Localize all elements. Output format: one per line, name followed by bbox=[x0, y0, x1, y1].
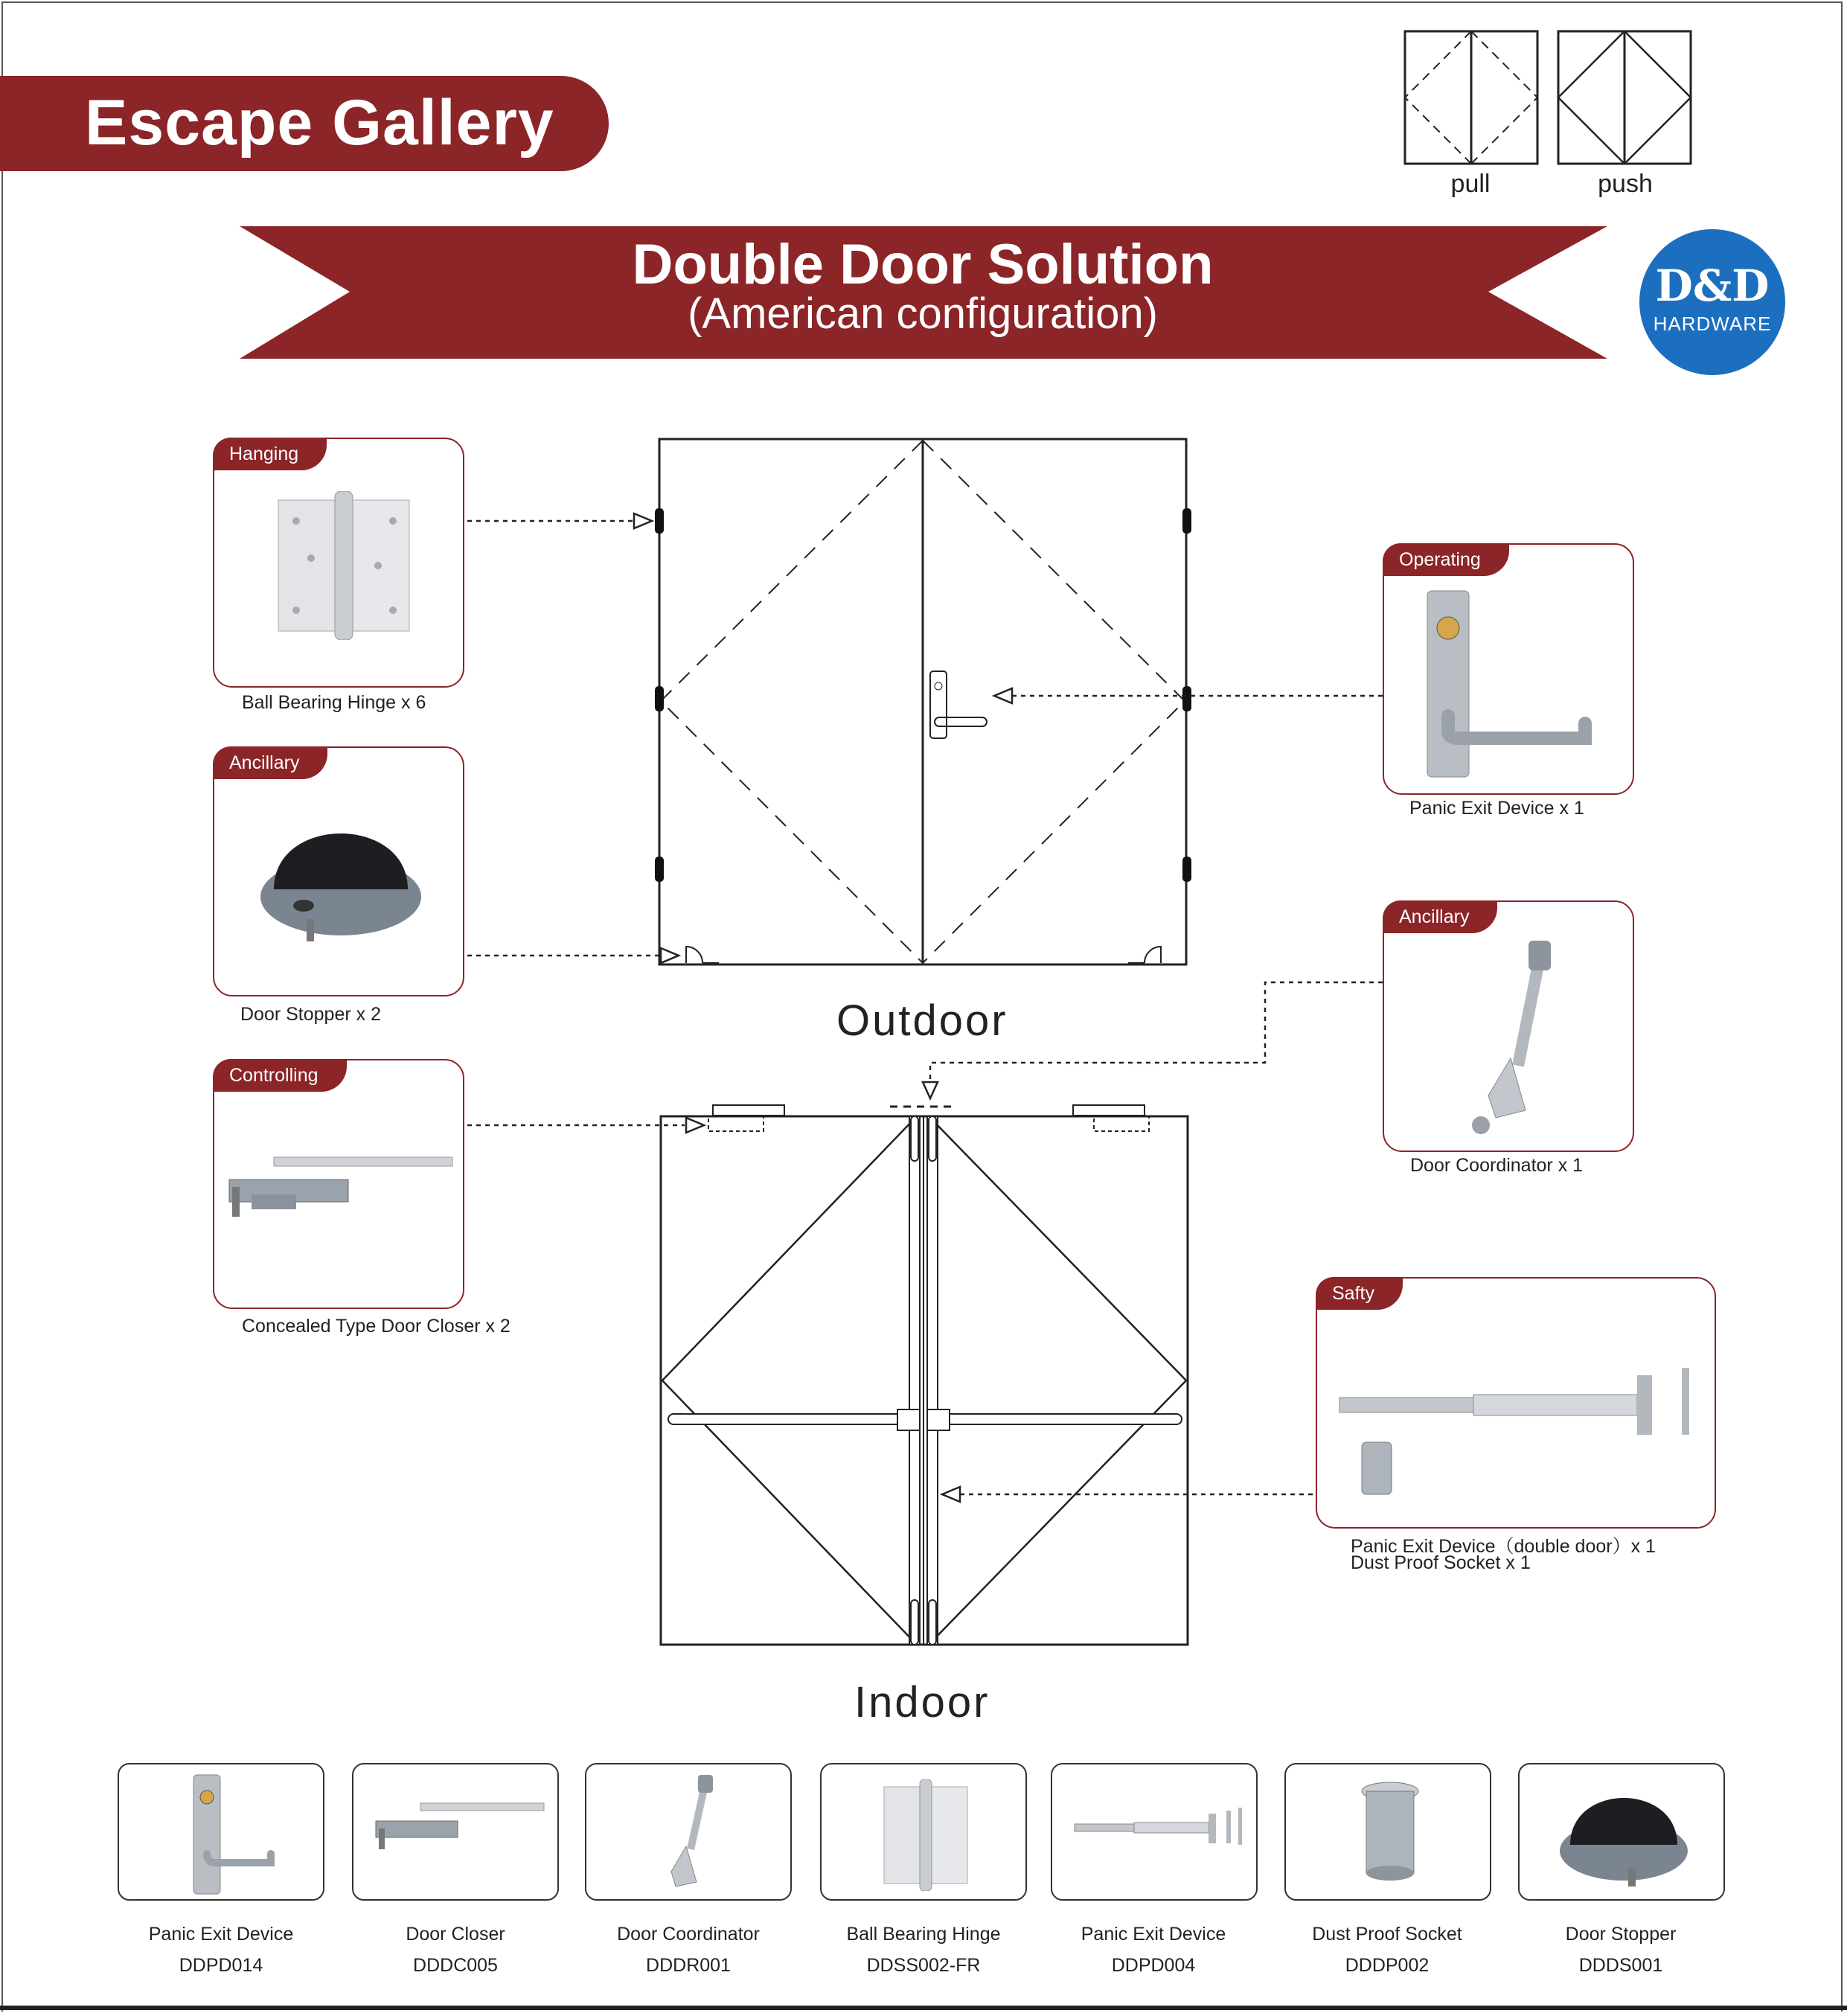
legend-pull-label: pull bbox=[1450, 170, 1491, 198]
banner-title: Double Door Solution bbox=[632, 233, 1214, 296]
product-card-coordinator[interactable] bbox=[585, 1763, 792, 1901]
page-title: Escape Gallery bbox=[85, 87, 554, 159]
card-tag: Hanging bbox=[213, 438, 327, 470]
product-code: DDDS001 bbox=[1578, 1955, 1663, 1976]
product-name: Door Stopper bbox=[1565, 1924, 1677, 1945]
product-card-panic-bar[interactable] bbox=[1051, 1763, 1258, 1901]
banner-subtitle: (American configuration) bbox=[688, 289, 1158, 338]
product-code: DDPD004 bbox=[1111, 1955, 1196, 1976]
product-code: DDPD014 bbox=[179, 1955, 263, 1976]
product-code: DDDC005 bbox=[413, 1955, 498, 1976]
product-name: Door Coordinator bbox=[617, 1924, 760, 1945]
product-name: Panic Exit Device bbox=[148, 1924, 294, 1945]
card-tag: Operating bbox=[1383, 543, 1509, 576]
outdoor-label: Outdoor bbox=[836, 996, 1008, 1045]
indoor-door-diagram bbox=[661, 1105, 1188, 1645]
dust-proof-socket-icon bbox=[1357, 1779, 1424, 1891]
product-name: Door Closer bbox=[406, 1924, 505, 1945]
indoor-label: Indoor bbox=[854, 1678, 990, 1727]
door-closer-icon bbox=[368, 1802, 547, 1869]
product-card-lever-trim[interactable] bbox=[118, 1763, 324, 1901]
product-name: Dust Proof Socket bbox=[1312, 1924, 1462, 1945]
product-card-door-closer[interactable] bbox=[352, 1763, 559, 1901]
card-caption-hinge: Ball Bearing Hinge x 6 bbox=[242, 692, 426, 713]
card-caption-safety-1: Panic Exit Device（double door）x 1 bbox=[1351, 1536, 1656, 1557]
logo-text: HARDWARE bbox=[1653, 313, 1772, 335]
lever-trim-icon bbox=[179, 1772, 283, 1898]
product-card-dust-socket[interactable] bbox=[1284, 1763, 1491, 1901]
legend-push-label: push bbox=[1598, 170, 1653, 198]
card-caption-safety-2: Dust Proof Socket x 1 bbox=[1351, 1552, 1531, 1573]
product-code: DDSS002-FR bbox=[866, 1955, 981, 1976]
card-tag: Ancillary bbox=[1383, 900, 1497, 933]
card-caption-stopper: Door Stopper x 2 bbox=[240, 1004, 381, 1025]
product-name: Panic Exit Device bbox=[1081, 1924, 1226, 1945]
door-stopper-icon bbox=[1557, 1782, 1691, 1894]
card-tag: Safty bbox=[1316, 1277, 1403, 1310]
product-code: DDDP002 bbox=[1345, 1955, 1430, 1976]
logo-mark: D&D bbox=[1655, 260, 1770, 311]
outdoor-door-diagram bbox=[655, 439, 1191, 964]
product-name: Ball Bearing Hinge bbox=[846, 1924, 1001, 1945]
bottom-rule bbox=[0, 2006, 1847, 2010]
card-caption-operating: Panic Exit Device x 1 bbox=[1409, 798, 1584, 819]
product-card-hinge[interactable] bbox=[820, 1763, 1027, 1901]
door-coordinator-icon bbox=[653, 1775, 735, 1894]
product-code: DDDR001 bbox=[646, 1955, 731, 1976]
card-tag: Controlling bbox=[213, 1059, 347, 1092]
card-caption-coordinator: Door Coordinator x 1 bbox=[1410, 1155, 1584, 1176]
card-caption-closer: Concealed Type Door Closer x 2 bbox=[242, 1316, 510, 1337]
card-tag: Ancillary bbox=[213, 746, 327, 779]
hinge-icon bbox=[881, 1779, 970, 1891]
panic-bar-icon bbox=[1067, 1802, 1246, 1861]
product-card-door-stopper[interactable] bbox=[1518, 1763, 1725, 1901]
